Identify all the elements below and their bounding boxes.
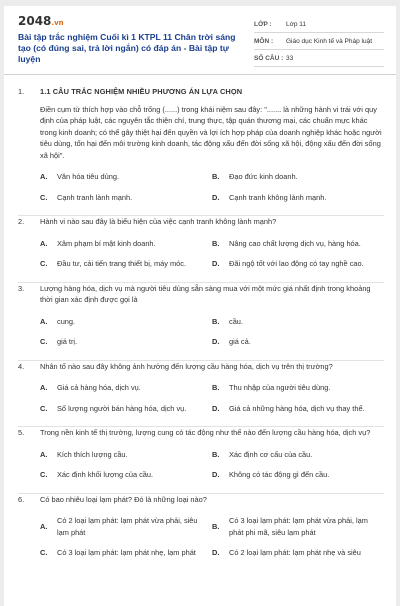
document-header [4, 6, 396, 68]
option-d[interactable] [212, 547, 384, 559]
meta-table [254, 16, 384, 67]
option-text: Đầu tư, cải tiến trang thiết bị, máy móc. [57, 259, 187, 268]
question-number: 4. [18, 361, 25, 371]
question-text: Có bao nhiêu loại lạm phát? Đó là những loại nào? [40, 494, 207, 504]
option-c[interactable] [40, 258, 212, 270]
option-text: Có 3 loại lạm phát: lạm phát nhẹ, lạm phát [57, 548, 196, 557]
logo-suffix: .vn [51, 19, 64, 27]
section-number: 1. [18, 87, 25, 96]
document-title: Bài tập trắc nghiệm Cuối kì 1 KTPL 11 Chân trời sáng tạo (có đúng sai, trả lời ngắn) có đáp án - Bài tập tự luyện [18, 32, 236, 64]
question-options [40, 515, 384, 559]
option-text: Đạo đức kinh doanh. [229, 172, 298, 181]
option-c[interactable] [40, 469, 212, 481]
option-d[interactable] [212, 336, 384, 348]
question-options [40, 171, 384, 203]
option-text: Xác định khối lượng của cầu. [57, 470, 154, 479]
option-letter: D. [212, 470, 220, 479]
option-b[interactable] [212, 449, 384, 461]
question-list [18, 86, 384, 559]
option-d[interactable] [212, 192, 384, 204]
question-stem [18, 427, 384, 439]
option-letter: C. [40, 548, 48, 557]
option-text: cung. [57, 316, 76, 326]
section-title: 1.1 CÂU TRẮC NGHIỆM NHIỀU PHƯƠNG ÁN LỰA CHỌN [40, 87, 243, 96]
option-letter: C. [40, 470, 48, 479]
question-text: Điền cụm từ thích hợp vào chỗ trống (......) trong khái niệm sau đây: "....... là những hành vi trái với quy định của pháp luật, các nguyên tắc thiện chí, trung thực, tập quán thương mại, các chuẩn mực khác trong kinh doanh; có thể gây thiệt hại đến quyền và lợi ích hợp pháp của doanh nghiệp khác hoặc người tiêu dùng, tổn hại đến môi trường kinh doanh, tác động xấu đến đời sống xã hội, động xấu đến đời sống xã hội". [40, 104, 382, 160]
question-number: 6. [18, 494, 25, 504]
option-a[interactable] [40, 238, 212, 250]
question-options [40, 382, 384, 414]
option-letter: C. [40, 192, 48, 202]
question-4 [18, 361, 384, 428]
question-3 [18, 283, 384, 361]
question-stem [18, 283, 384, 306]
option-text: Xác định cơ cấu của cầu. [229, 449, 313, 459]
meta-row-count [254, 50, 384, 67]
document-page [4, 6, 396, 606]
option-a[interactable] [40, 316, 212, 328]
option-letter: D. [212, 259, 220, 268]
option-text: Giá cả những hàng hóa, dịch vụ thay thế. [229, 403, 365, 413]
option-a[interactable] [40, 449, 212, 461]
option-text: Giá cả hàng hóa, dịch vụ. [57, 383, 141, 392]
option-b[interactable] [212, 238, 384, 250]
option-text: Cạnh tranh không lành mạnh. [229, 192, 327, 202]
question-number: 3. [18, 283, 25, 293]
option-letter: A. [40, 449, 48, 459]
option-text: Kích thích lượng cầu. [57, 449, 128, 459]
question-options [40, 238, 384, 270]
question-number: 2. [18, 217, 25, 226]
section-heading [18, 86, 384, 98]
option-letter: B. [212, 521, 220, 531]
meta-key: MÔN : [254, 37, 274, 45]
question-text: Nhân tố nào sau đây không ảnh hưởng đến lượng cầu hàng hóa, dịch vụ trên thị trường? [40, 361, 333, 371]
question-options [40, 449, 384, 481]
option-text: Có 2 loại lạm phát: lạm phát nhẹ và siêu [229, 548, 361, 557]
option-a[interactable] [40, 515, 212, 538]
logo-main: 2048 [18, 14, 52, 28]
question-text: Lượng hàng hóa, dịch vụ mà người tiêu dùng sẵn sàng mua với một mức giá nhất định trong khoảng thời gian xác định được gọi là [40, 283, 371, 304]
option-d[interactable] [212, 258, 384, 270]
meta-value: 33 [286, 54, 294, 62]
question-1 [18, 104, 384, 217]
question-6 [18, 494, 384, 559]
option-letter: A. [40, 521, 48, 531]
meta-row-grade [254, 16, 384, 33]
option-letter: B. [212, 238, 220, 248]
option-text: giá cả. [229, 337, 251, 346]
option-text: Đãi ngộ tốt với lao động có tay nghề cao. [229, 259, 364, 268]
option-d[interactable] [212, 469, 384, 481]
option-letter: D. [212, 548, 220, 557]
option-letter: C. [40, 403, 48, 413]
meta-key: SỐ CÂU : [254, 54, 284, 62]
option-letter: A. [40, 238, 48, 248]
question-5 [18, 427, 384, 494]
option-text: Xâm phạm bí mật kinh doanh. [57, 238, 156, 248]
question-number: 5. [18, 428, 25, 437]
meta-value: Giáo dục Kinh tế và Pháp luật [286, 37, 373, 45]
question-stem [18, 216, 384, 228]
option-letter: C. [40, 259, 48, 268]
option-text: Có 2 loại lạm phát: lạm phát vừa phải, siêu lạm phát [57, 516, 198, 537]
meta-value: Lớp 11 [286, 20, 307, 28]
option-text: Thu nhập của người tiêu dùng. [229, 383, 331, 392]
question-2 [18, 216, 384, 283]
question-text: Trong nền kinh tế thị trường, lượng cung có tác động như thế nào đến lượng cầu hàng hóa, dịch vụ? [40, 428, 371, 437]
option-letter: B. [212, 449, 220, 459]
option-text: Văn hóa tiêu dùng. [57, 172, 120, 181]
option-letter: D. [212, 192, 220, 202]
option-b[interactable] [212, 171, 384, 183]
option-letter: D. [212, 337, 220, 346]
option-a[interactable] [40, 171, 212, 183]
question-stem [18, 494, 384, 506]
option-text: Nâng cao chất lượng dịch vụ, hàng hóa. [229, 238, 361, 248]
meta-key: LỚP : [254, 20, 272, 28]
header-divider [4, 74, 396, 75]
option-a[interactable] [40, 382, 212, 394]
option-b[interactable] [212, 316, 384, 328]
option-letter: C. [40, 337, 48, 346]
question-stem [18, 361, 384, 373]
option-c[interactable] [40, 336, 212, 348]
option-text: Có 3 loại lạm phát: lạm phát vừa phải, lạm phát phi mã, siêu lạm phát [229, 516, 368, 537]
option-letter: A. [40, 383, 48, 392]
option-c[interactable] [40, 547, 212, 559]
option-letter: B. [212, 172, 220, 181]
option-d[interactable] [212, 403, 384, 415]
option-text: Cạnh tranh lành mạnh. [57, 192, 133, 202]
option-b[interactable] [212, 515, 384, 538]
meta-row-subject [254, 33, 384, 50]
option-letter: B. [212, 383, 220, 392]
option-letter: B. [212, 316, 220, 326]
option-text: cầu. [229, 316, 243, 326]
option-text: Số lượng người bán hàng hóa, dịch vụ. [57, 403, 187, 413]
option-c[interactable] [40, 192, 212, 204]
option-c[interactable] [40, 403, 212, 415]
option-letter: A. [40, 172, 48, 181]
question-options [40, 316, 384, 348]
option-letter: A. [40, 316, 48, 326]
option-letter: D. [212, 403, 220, 413]
option-text: Không có tác động gì đến cầu. [229, 470, 330, 479]
option-text: giá trị. [57, 337, 78, 346]
option-b[interactable] [212, 382, 384, 394]
question-text: Hành vi nào sau đây là biểu hiện của việc cạnh tranh không lành mạnh? [40, 217, 277, 226]
